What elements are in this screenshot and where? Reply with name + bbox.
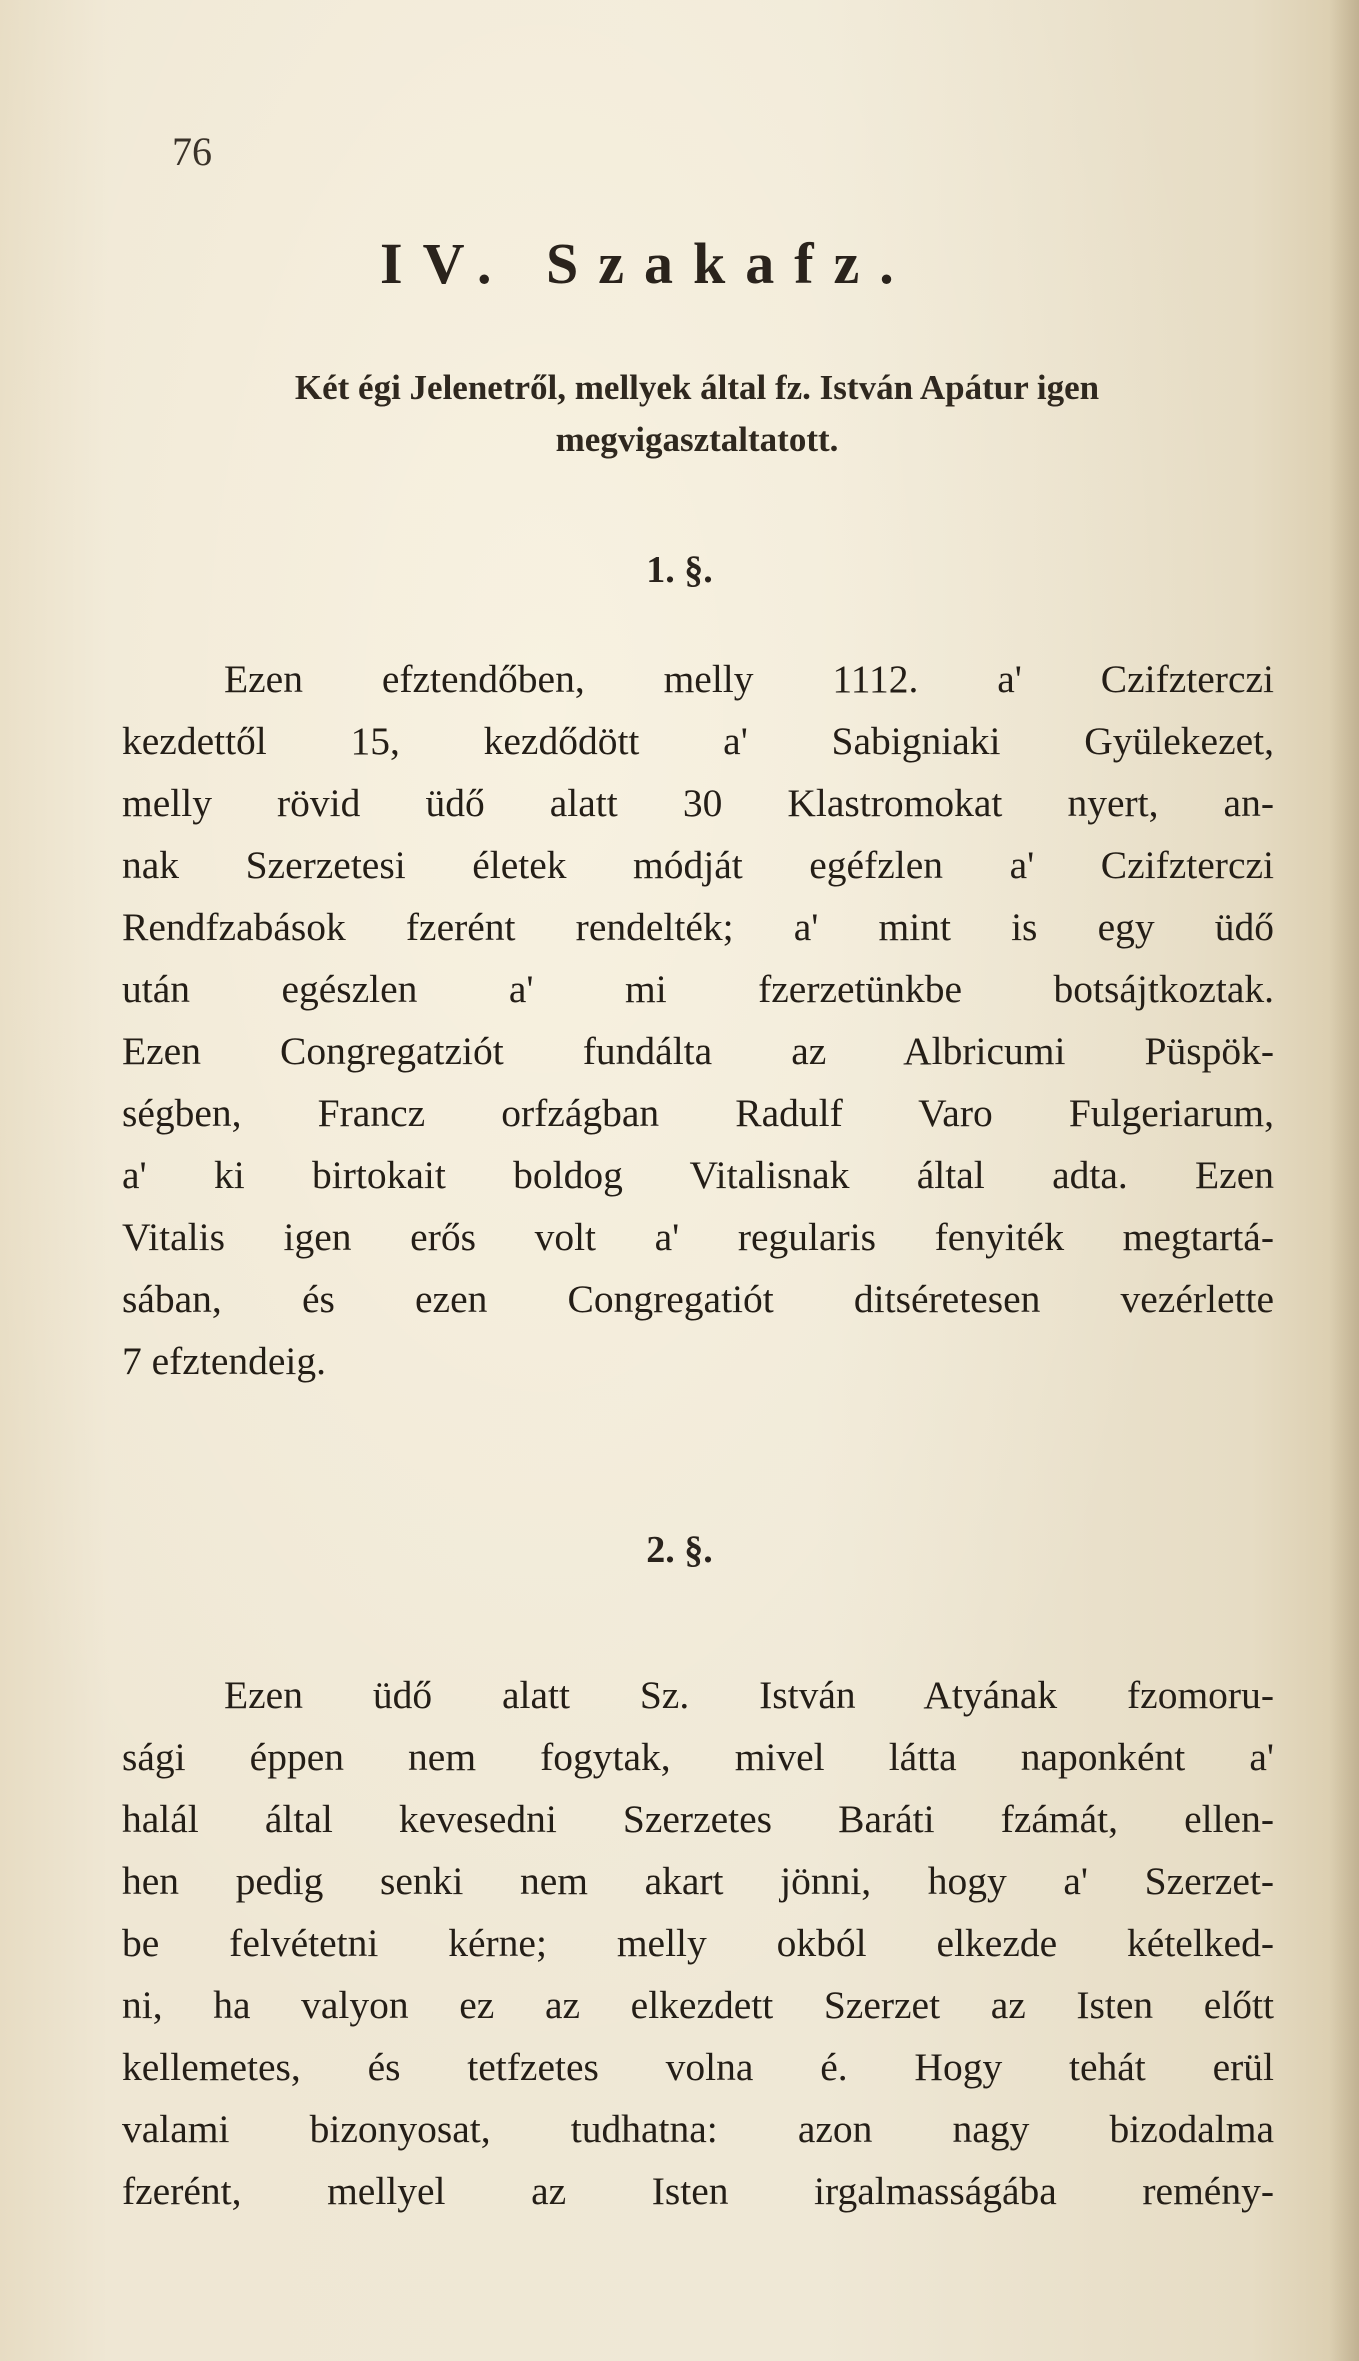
text-line: fzerént, mellyel az Isten irgalmasságába remény- xyxy=(122,2169,1274,2213)
text-line: halál által kevesedni Szerzetes Baráti fzámát, ellen- xyxy=(122,1797,1274,1841)
text-line: sában, és ezen Congregatiót ditséretesen vezérlette xyxy=(122,1277,1274,1321)
section-mark-1: 1. §. xyxy=(646,549,713,591)
text-line: Ezen efztendőben, melly 1112. a' Czifzterczi xyxy=(224,657,1274,701)
subtitle-line: Két égi Jelenetről, mellyek által fz. István Apátur igen xyxy=(294,368,1100,407)
text-line: sági éppen nem fogytak, mivel látta naponként a' xyxy=(122,1735,1274,1779)
section-1-paragraph xyxy=(122,648,1274,1392)
text-line: hen pedig senki nem akart jönni, hogy a' Szerzet- xyxy=(122,1859,1274,1903)
text-line: után egészlen a' mi fzerzetünkbe botsájtkoztak. xyxy=(122,967,1274,1011)
text-line: kezdettől 15, kezdődött a' Sabigniaki Gyülekezet, xyxy=(122,719,1274,763)
chapter-subtitle xyxy=(122,362,1272,466)
page-number: 76 xyxy=(172,129,212,174)
text-line: valami bizonyosat, tudhatna: azon nagy bizodalma xyxy=(122,2107,1274,2151)
page-edge-shadow xyxy=(1329,0,1359,2361)
text-line: Vitalis igen erős volt a' regularis fenyiték megtartá- xyxy=(122,1215,1274,1259)
text-line: kellemetes, és tetfzetes volna é. Hogy tehát erül xyxy=(122,2045,1274,2089)
text-line: Rendfzabások fzerént rendelték; a' mint is egy üdő xyxy=(122,905,1274,949)
text-line: be felvétetni kérne; melly okból elkezde kételked- xyxy=(122,1921,1274,1965)
text-line: nak Szerzetesi életek módját egéfzlen a' Czifzterczi xyxy=(122,843,1274,887)
text-line: ni, ha valyon ez az elkezdett Szerzet az Isten előtt xyxy=(122,1983,1274,2027)
section-mark-2: 2. §. xyxy=(646,1529,713,1571)
subtitle-line: megvigasztaltatott. xyxy=(555,420,839,459)
text-line: Ezen üdő alatt Sz. István Atyának fzomoru- xyxy=(224,1673,1274,1717)
text-line: Ezen Congregatziót fundálta az Albricumi Püspök- xyxy=(122,1029,1274,1073)
section-2-paragraph xyxy=(122,1664,1274,2222)
text-line: a' ki birtokait boldog Vitalisnak által adta. Ezen xyxy=(122,1153,1274,1197)
chapter-title: IV. Szakafz. xyxy=(380,231,914,296)
text-line: ségben, Francz orfzágban Radulf Varo Fulgeriarum, xyxy=(122,1091,1274,1135)
text-line: melly rövid üdő alatt 30 Klastromokat nyert, an- xyxy=(122,781,1274,825)
text-line: 7 efztendeig. xyxy=(122,1339,326,1383)
